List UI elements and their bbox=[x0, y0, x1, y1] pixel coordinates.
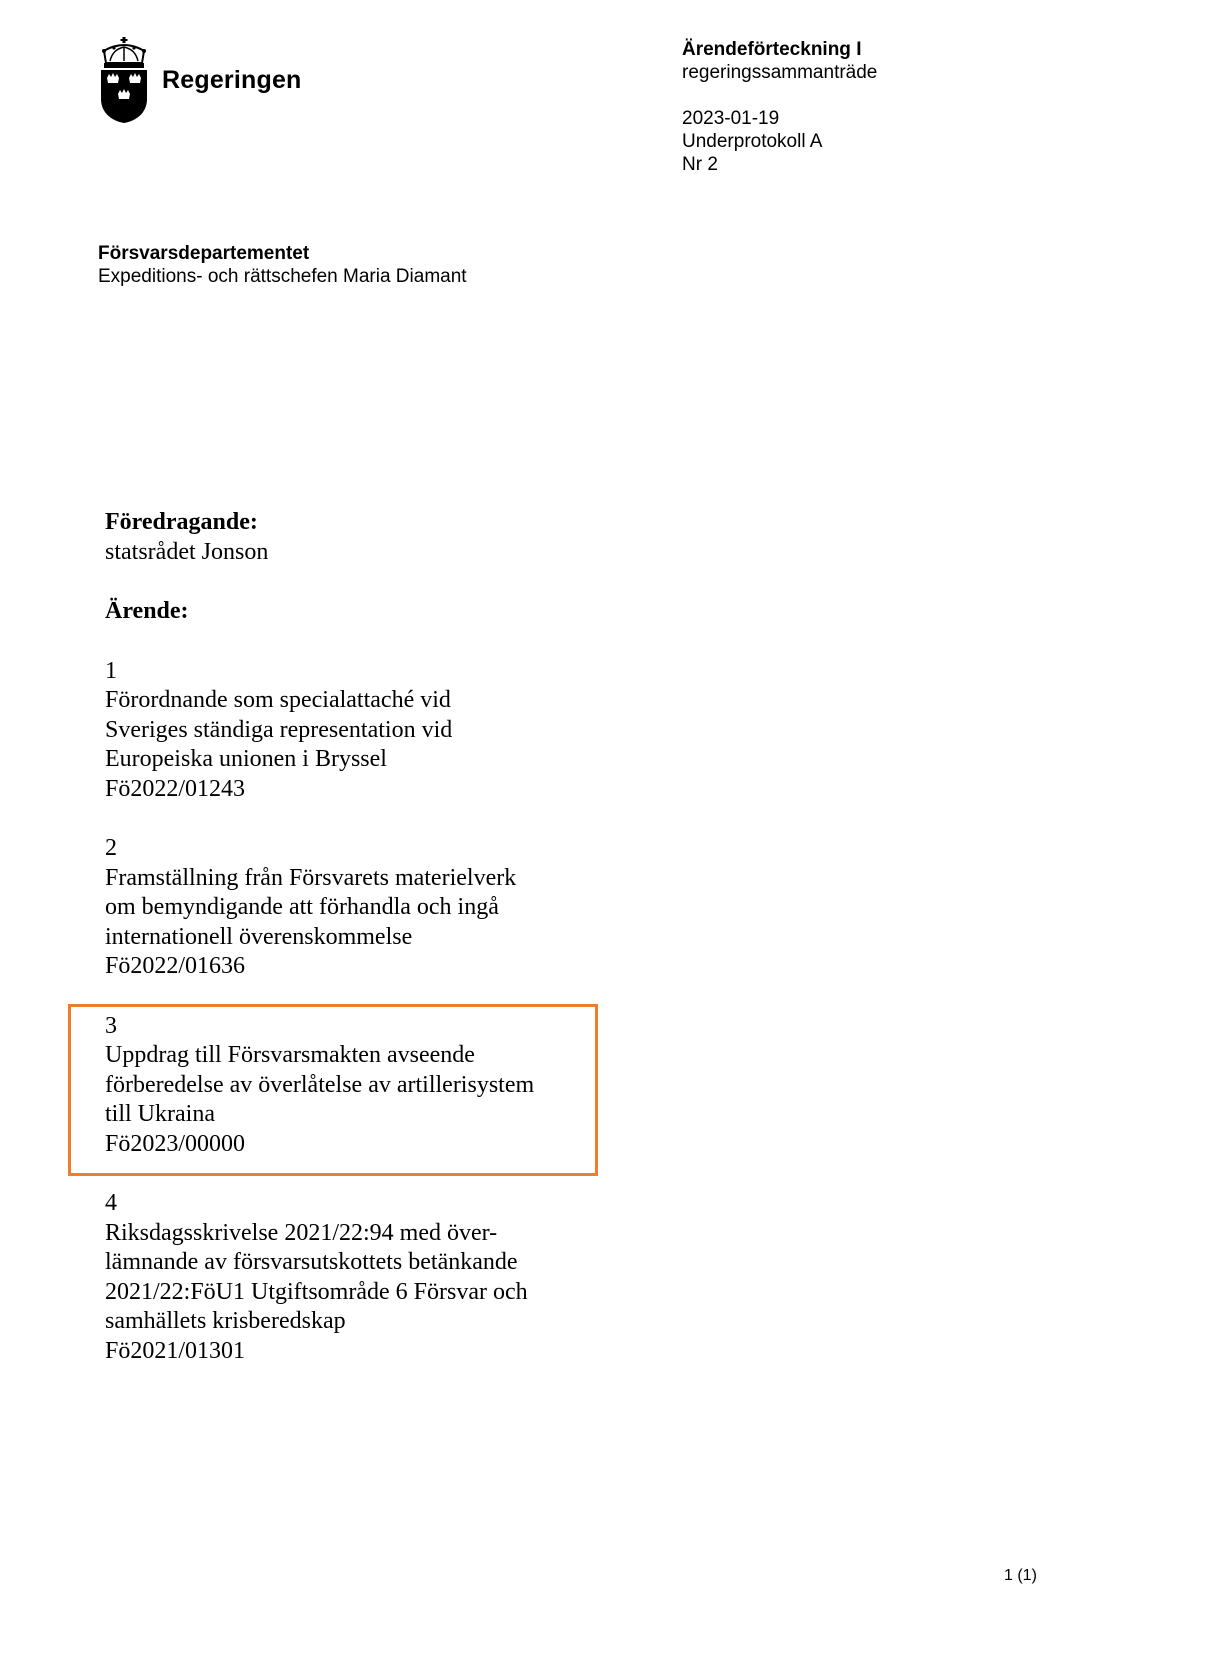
document-title: Ärendeförteckning I bbox=[682, 39, 862, 60]
case-title-line: Europeiska unionen i Bryssel bbox=[105, 746, 387, 772]
case-title-line: Framställning från Försvarets materielverk bbox=[105, 864, 517, 891]
document-protocol: Underprotokoll A bbox=[682, 131, 823, 152]
case-title-line: samhällets krisberedskap bbox=[105, 1308, 346, 1334]
case-title-line: Förordnande som specialattaché vid bbox=[105, 687, 451, 713]
presenter-value: statsrådet Jonson bbox=[105, 538, 269, 565]
regeringen-logo-icon bbox=[100, 37, 148, 123]
page-number: 1 (1) bbox=[1004, 1567, 1037, 1584]
document-date: 2023-01-19 bbox=[682, 108, 780, 129]
case-item-1 bbox=[105, 657, 605, 805]
case-title-line: Sveriges ständiga representation vid bbox=[105, 716, 453, 743]
case-reference: Fö2023/00000 bbox=[105, 1130, 246, 1157]
presenter-label: Föredragande: bbox=[105, 509, 258, 535]
department-block bbox=[98, 242, 467, 288]
case-title-line: om bemyndigande att förhandla och ingå bbox=[105, 894, 499, 920]
case-title-line: Riksdagsskrivelse 2021/22:94 med över- bbox=[105, 1219, 498, 1246]
document-header bbox=[682, 38, 877, 176]
case-title-line: 2021/22:FöU1 Utgiftsområde 6 Försvar och bbox=[105, 1278, 528, 1305]
department-person: Expeditions- och rättschefen Maria Diamant bbox=[98, 266, 467, 287]
case-title-line: lämnande av försvarsutskottets betänkande bbox=[105, 1249, 518, 1275]
case-number: 2 bbox=[105, 835, 117, 861]
document-number: Nr 2 bbox=[682, 154, 718, 175]
case-title-line: internationell överenskommelse bbox=[105, 923, 413, 950]
case-item-2 bbox=[105, 834, 605, 982]
document-subtitle: regeringssammanträde bbox=[682, 62, 878, 83]
case-title-line: Uppdrag till Försvarsmakten avseende bbox=[105, 1042, 475, 1068]
org-name: Regeringen bbox=[162, 66, 302, 94]
document-body bbox=[105, 508, 605, 1366]
case-reference: Fö2022/01243 bbox=[105, 775, 246, 802]
case-number: 4 bbox=[105, 1190, 117, 1216]
case-title-line: förberedelse av överlåtelse av artillerisystem bbox=[105, 1071, 535, 1098]
department-name: Försvarsdepartementet bbox=[98, 243, 310, 264]
case-item-4 bbox=[105, 1189, 605, 1366]
cases-label: Ärende: bbox=[105, 598, 189, 624]
case-reference: Fö2022/01636 bbox=[105, 953, 246, 979]
case-title-line: till Ukraina bbox=[105, 1101, 215, 1127]
case-reference: Fö2021/01301 bbox=[105, 1337, 246, 1364]
highlight-box bbox=[68, 1004, 598, 1176]
case-number: 3 bbox=[105, 1012, 117, 1039]
case-number: 1 bbox=[105, 657, 117, 684]
